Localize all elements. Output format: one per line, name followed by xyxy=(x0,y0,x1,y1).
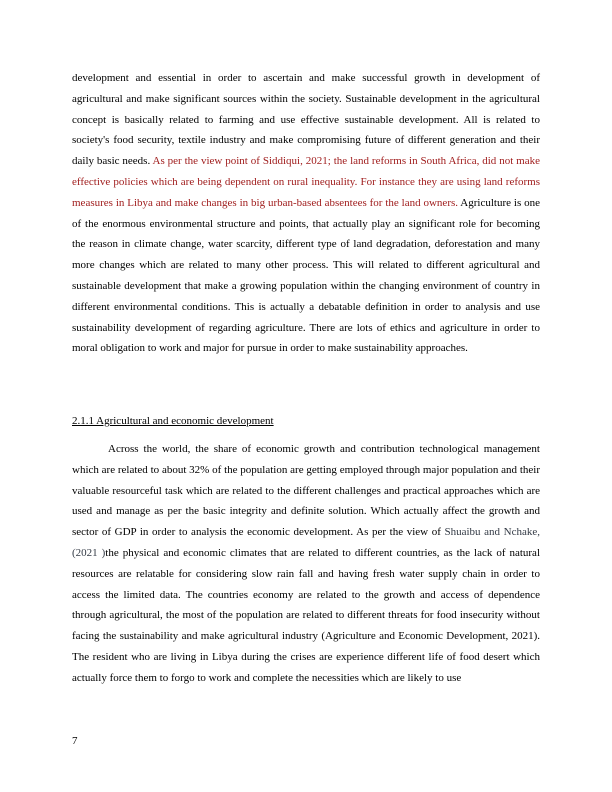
body-paragraph-2 xyxy=(72,439,540,689)
highlighted-citation-passage: As per the view point of Siddiqui, 2021; the land reforms in South Africa, did not make effective policies which are being dependent on rural inequality. For instance they are using land reforms measures in Libya and make changes in big urban-based absentees for the land owners. xyxy=(72,155,540,209)
page-number: 7 xyxy=(72,735,78,747)
paragraph-1-text-a: development and essential in order to ascertain and make successful growth in development of agricultural and make significant sources within the society. Sustainable development in the agricultural concept is basically related to farming and use effective sustainable development. All is related to society's food security, textile industry and make compromising future of different generation and their daily basic needs. xyxy=(72,72,540,168)
paragraph-2-text-b: the physical and economic climates that are related to different countries, as the lack of natural resources are relatable for considering slow rain fall and having fresh water supply chain in order to access the limited data. The countries economy are related to the growth and access of dependence through agricultural, the most of the population are related to different threats for food insecurity without facing the sustainability and make agricultural industry (Agriculture and Economic Development, 2021). The resident who are living in Libya during the crises are experience different life of food desert which actually force them to forgo to work and complete the necessities which are likely to use xyxy=(72,546,540,684)
inline-citation: Shuaibu and Nchake, (2021 ) xyxy=(72,526,541,559)
body-paragraph-1 xyxy=(72,68,540,359)
paragraph-1-text-b: Agriculture is one of the enormous environmental structure and points, that actually play an significant role for becoming the reason in climate change, water scarcity, different type of land degradation, deforestation and many more changes which are related to many other process. This will related to different agricultural and sustainable development that make a growing population within the changing environment of country in different environmental conditions. This is actually a debatable definition in order to analysis and use sustainability development of regarding agriculture. There are lots of ethics and agriculture in order to moral obligation to work and major for pursue in order to make sustainability approaches. xyxy=(72,196,540,355)
section-heading: 2.1.1 Agricultural and economic development xyxy=(72,415,274,427)
paragraph-2-text-a: Across the world, the share of economic growth and contribution technological management which are related to about 32% of the population are getting employed through major population and their valuable resourceful task which are related to the different challenges and practical approaches which are used and manage as per the basic integrity and definite solution. Which actually affect the growth and sector of GDP in order to analysis the economic development. As per the view of xyxy=(72,443,540,539)
